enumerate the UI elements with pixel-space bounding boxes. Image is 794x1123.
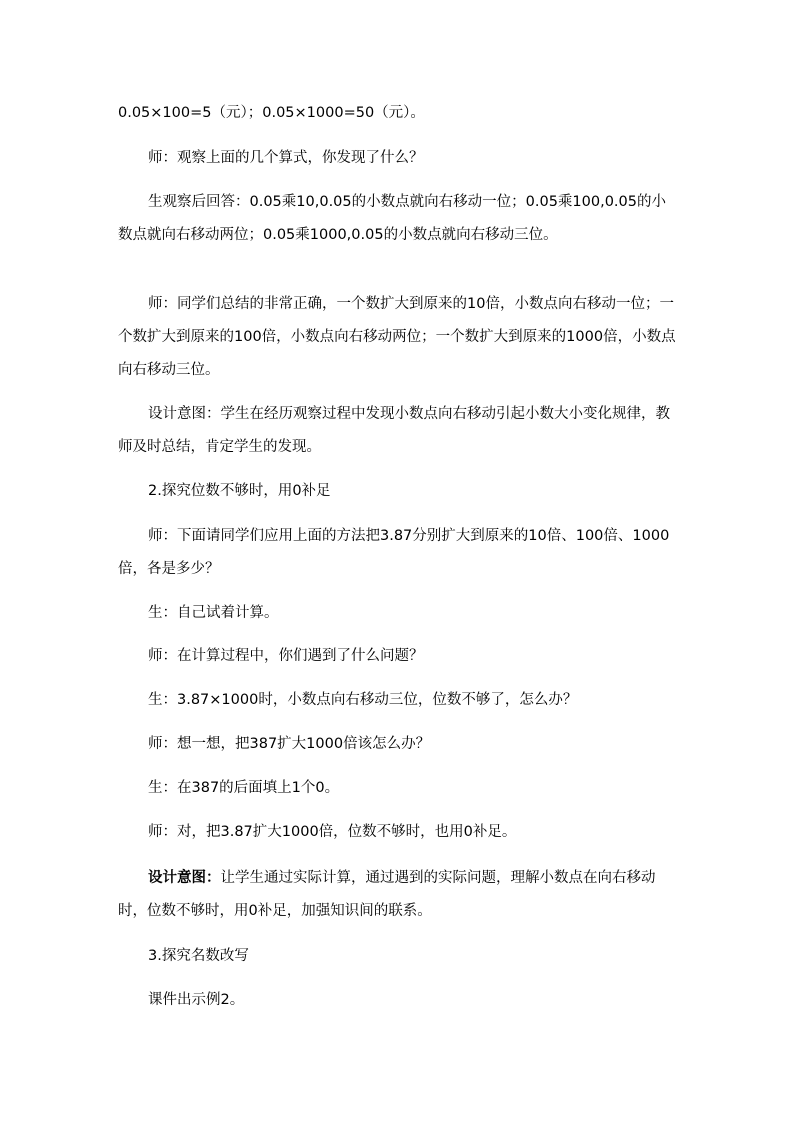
paragraph-student-fill: 生：在387的后面填上1个0。	[148, 780, 340, 796]
paragraph-design-intent-1: 设计意图：学生在经历观察过程中发现小数点向右移动引起小数大小变化规律，教师及时总结，肯定学生的发现。	[118, 406, 670, 455]
paragraph-student-answer: 生观察后回答：0.05乘10,0.05的小数点就向右移动一位；0.05乘100,0.05的小数点就向右移动两位；0.05乘1000,0.05的小数点就向右移动三位。	[118, 194, 666, 243]
paragraph-teacher-question: 师：观察上面的几个算式，你发现了什么？	[148, 150, 424, 166]
paragraph-teacher-confirm: 师：对，把3.87扩大1000倍，位数不够时，也用0补足。	[148, 824, 517, 840]
heading-section-3: 3.探究名数改写	[148, 948, 249, 964]
paragraph-teacher-summary: 师：同学们总结的非常正确，一个数扩大到原来的10倍，小数点向右移动一位；一个数扩大到原来的100倍，小数点向右移动两位；一个数扩大到原来的1000倍，小数点向右移动三位。	[118, 296, 676, 378]
design-intent-label: 设计意图：	[148, 870, 221, 886]
heading-section-2: 2.探究位数不够时，用0补足	[148, 483, 331, 499]
paragraph-design-intent-2	[118, 862, 678, 928]
paragraph-teacher-task: 师：下面请同学们应用上面的方法把3.87分别扩大到原来的10倍、100倍、1000倍，各是多少？	[118, 528, 670, 577]
paragraph-student-problem: 生：3.87×1000时，小数点向右移动三位，位数不够了，怎么办？	[148, 692, 578, 708]
paragraph-teacher-problem: 师：在计算过程中，你们遇到了什么问题？	[148, 648, 424, 664]
paragraph-teacher-think: 师：想一想，把387扩大1000倍该怎么办？	[148, 736, 431, 752]
design-intent-text: 让学生通过实际计算，通过遇到的实际问题，理解小数点在向右移动时，位数不够时，用0补足，加强知识间的联系。	[118, 870, 656, 919]
paragraph-example-2: 课件出示例2。	[148, 992, 245, 1008]
paragraph-calculation: 0.05×100=5（元）；0.05×1000=50（元）。	[118, 105, 425, 121]
paragraph-student-try: 生：自己试着计算。	[148, 605, 279, 621]
